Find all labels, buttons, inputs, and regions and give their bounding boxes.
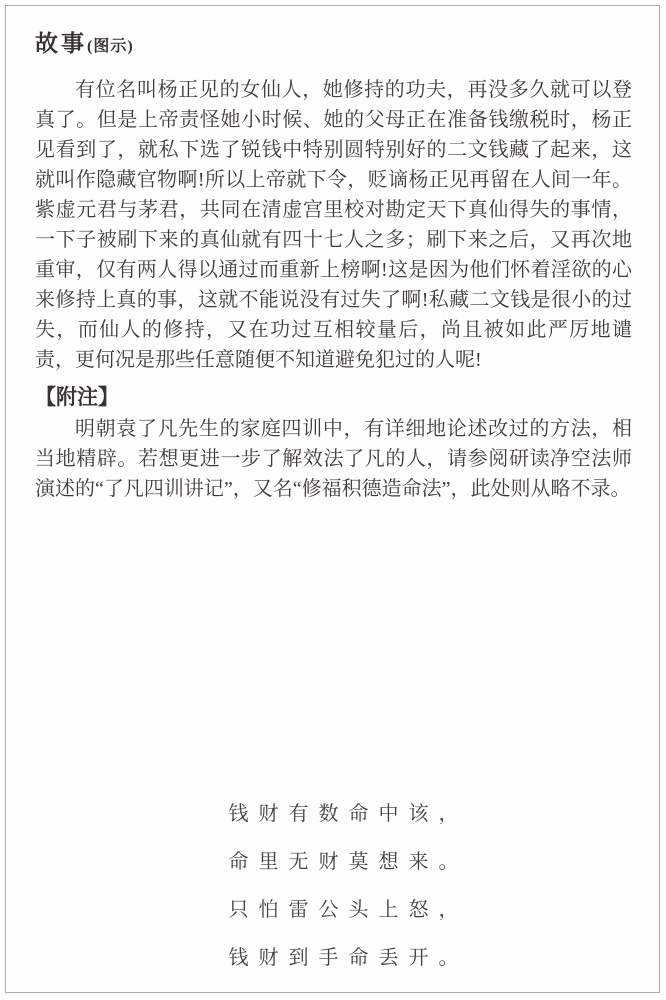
- poem: [35, 790, 632, 982]
- poem-line: 钱财到手命丢开。: [228, 947, 469, 969]
- poem-line: 钱财有数命中该，: [228, 803, 469, 825]
- section-title: [35, 28, 632, 63]
- section-title-subtitle: (图示): [87, 38, 134, 55]
- page-content: [35, 28, 632, 982]
- poem-line: 只怕雷公头上怒，: [228, 899, 469, 921]
- story-paragraph: 有位名叫杨正见的女仙人，她修持的功夫，再没多久就可以登真了。但是上帝责怪她小时候、她的父母正在准备钱缴税时，杨正见看到了，就私下选了锐钱中特别圆特别好的二文钱藏了起来，这就叫作隐藏官物啊!所以上帝就下令，贬谪杨正见再留在人间一年。紫虚元君与茅君，共同在清虚宫里校对勘定天下真仙得失的事情，一下子被刷下来的真仙就有四十七人之多；刷下来之后，又再次地重审，仅有两人得以通过而重新上榜啊!这是因为他们怀着淫欲的心来修持上真的事，这就不能说没有过失了啊!私藏二文钱是很小的过失，而仙人的修持，又在功过互相较量后，尚且被如此严厉地谴责，更何况是那些任意随便不知道避免犯过的人呢!: [35, 79, 632, 371]
- section-title-text: 故事: [35, 31, 87, 56]
- poem-line: 命里无财莫想来。: [228, 851, 469, 873]
- note-heading: 【附注】: [35, 385, 119, 409]
- note-paragraph: 明朝袁了凡先生的家庭四训中，有详细地论述改过的方法，相当地精辟。若想更进一步了解效法了凡的人，请参阅研读净空法师演述的“了凡四训讲记”，又名“修福积德造命法”，此处则从略不录。: [35, 418, 632, 500]
